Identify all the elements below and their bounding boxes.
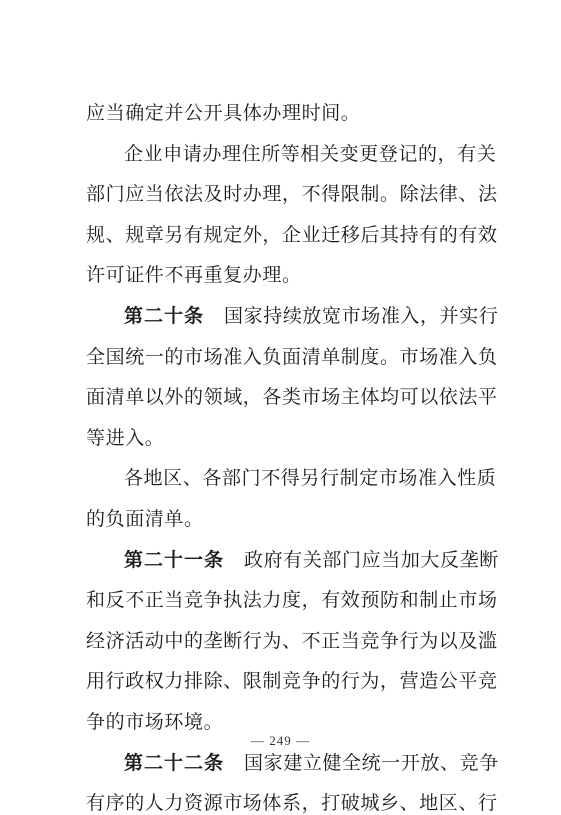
article-heading: 第二十一条 <box>124 549 225 571</box>
text-line: 国家建立健全统一开放、竞争 <box>244 752 499 774</box>
text-line: 规、规章另有规定外，企业迁移后其持有的有效 <box>86 224 498 246</box>
text-line: 面清单以外的领域，各类市场主体均可以依法平 <box>86 386 498 408</box>
text-line: 各地区、各部门不得另行制定市场准入性质 <box>124 467 497 489</box>
page-number: — 249 — <box>251 733 310 748</box>
text-line: 国家持续放宽市场准入，并实行 <box>224 305 499 327</box>
text-line: 用行政权力排除、限制竞争的行为，营造公平竞 <box>86 670 498 692</box>
text-line: 和反不正当竞争执法力度，有效预防和制止市场 <box>86 589 498 611</box>
text-line: 有序的人力资源市场体系，打破城乡、地区、行 <box>86 792 498 814</box>
article-line <box>124 751 499 775</box>
text-line: 的负面清单。 <box>86 508 204 530</box>
text-line: 等进入。 <box>86 427 165 449</box>
article-heading: 第二十二条 <box>124 752 225 774</box>
article-line <box>124 304 499 328</box>
text-line: 许可证件不再重复办理。 <box>86 264 302 286</box>
article-line <box>124 548 499 572</box>
text-line: 经济活动中的垄断行为、不正当竞争行为以及滥 <box>86 630 498 652</box>
text-line: 企业申请办理住所等相关变更登记的，有关 <box>124 143 497 165</box>
text-line: 应当确定并公开具体办理时间。 <box>86 102 361 124</box>
text-line: 政府有关部门应当加大反垄断 <box>244 549 499 571</box>
text-line: 部门应当依法及时办理，不得限制。除法律、法 <box>86 183 498 205</box>
text-line: 争的市场环境。 <box>86 711 224 733</box>
text-line: 全国统一的市场准入负面清单制度。市场准入负 <box>86 346 498 368</box>
article-heading: 第二十条 <box>124 305 205 327</box>
